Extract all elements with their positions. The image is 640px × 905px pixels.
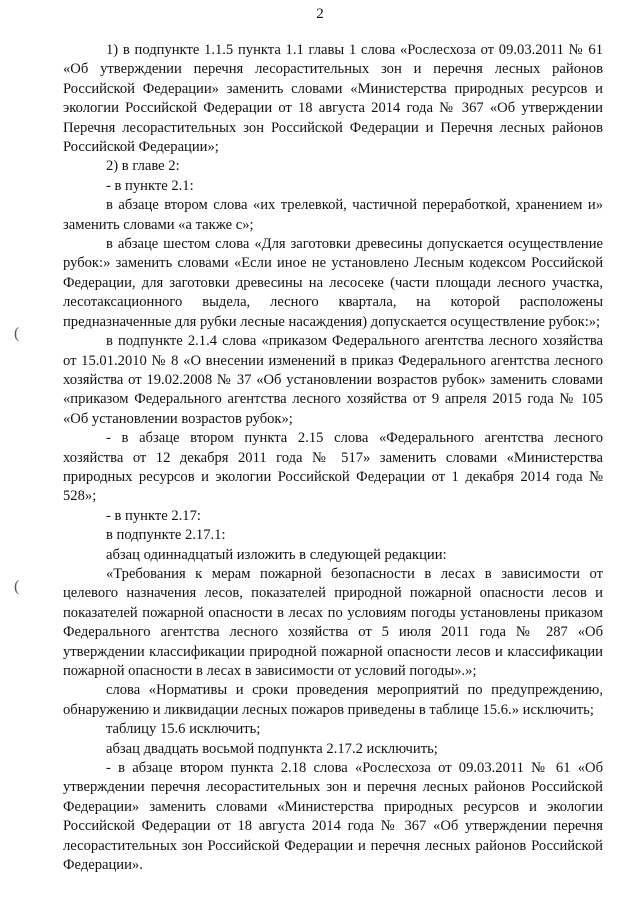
paragraph-subitem-2-17-2: абзац двадцать восьмой подпункта 2.17.2 исключить; [106, 740, 438, 757]
paragraph-item-2-1: - в пункте 2.1: [106, 177, 194, 194]
paragraph-fire-safety-requirements: «Требования к мерам пожарной безопасности в лесах в зависимости от целевого назначения лесов, показателей природной пожарной опасности лесов и показателей пожарной опасности в лесах по условиям погоды установлены приказом Федерального агентства лесного хозяйства от 5 июля 2011 года № 287 «Об утверждении классификации природной пожарной опасности лесов и классификации пожарной опасности в лесах в зависимости от условий погоды».»; [63, 565, 603, 679]
paragraph-item-2-15: - в абзаце втором пункта 2.15 слова «Федерального агентства лесного хозяйства от 12 декабря 2011 года № 517» заменить словами «Министерства природных ресурсов и экологии Российской Федерации от 1 декабря 2014 года № 528»; [63, 430, 603, 505]
paragraph-table-exclusion: таблицу 15.6 исключить; [106, 721, 261, 738]
paragraph-eleventh-abzac: абзац одиннадцатый изложить в следующей редакции: [106, 546, 447, 563]
paragraph-item-2-18: - в абзаце втором пункта 2.18 слова «Рослесхоза от 09.03.2011 № 61 «Об утверждении перечня лесорастительных зон и перечня лесных районов Российской Федерации» заменить словами «Министерства природных ресурсов и экологии Российской Федерации от 18 августа 2014 года № 367 «Об утверждении перечня лесорастительных зон Российской Федерации и перечня лесных районов Российской Федерации». [63, 760, 603, 874]
margin-bracket-mark: ( [14, 578, 20, 595]
margin-bracket-mark: ( [14, 325, 20, 342]
document-body [63, 41, 603, 875]
paragraph-item-2-17: - в пункте 2.17: [106, 507, 201, 524]
page-number: 2 [316, 6, 324, 22]
paragraph-subitem-1-1-5: 1) в подпункте 1.1.5 пункта 1.1 главы 1 слова «Рослесхоза от 09.03.2011 № 61 «Об утверждении перечня лесорастительных зон и перечня лесных районов Российской Федерации» заменить словами «Министерства природных ресурсов и экологии Российской Федерации от 18 августа 2014 года № 367 «Об утверждении Перечня лесорастительных зон Российской Федерации и Перечня лесных районов Российской Федерации»; [63, 42, 603, 156]
paragraph-subitem-2-1-4: в подпункте 2.1.4 слова «приказом Федерального агентства лесного хозяйства от 15.01.2010 № 8 «О внесении изменений в приказ Федерального агентства лесного хозяйства от 19.02.2008 № 37 «Об установлении возрастов рубок» заменить словами «приказом Федерального агентства лесного хозяйства от 9 апреля 2015 года № 105 «Об установлении возрастов рубок»; [63, 333, 603, 427]
paragraph-sixth-abzac: в абзаце шестом слова «Для заготовки древесины допускается осуществление рубок:» заменить словами «Если иное не установлено Лесным кодексом Российской Федерации, для заготовки древесины на лесосеке (части площади лесного участка, лесотаксационного выдела, лесного квартала, на которой расположены предназначенные для рубки лесные насаждения) допускается осуществление рубок:»; [63, 236, 603, 330]
paragraph-second-abzac: в абзаце втором слова «их трелевкой, частичной переработкой, хранением и» заменить словами «а также с»; [63, 197, 603, 233]
paragraph-norms-exclusion: слова «Нормативы и сроки проведения мероприятий по предупреждению, обнаружению и ликвидации лесных пожаров приведены в таблице 15.6.» исключить; [63, 682, 603, 718]
paragraph-subitem-2-17-1: в подпункте 2.17.1: [106, 527, 226, 544]
paragraph-chapter-2: 2) в главе 2: [106, 158, 180, 175]
